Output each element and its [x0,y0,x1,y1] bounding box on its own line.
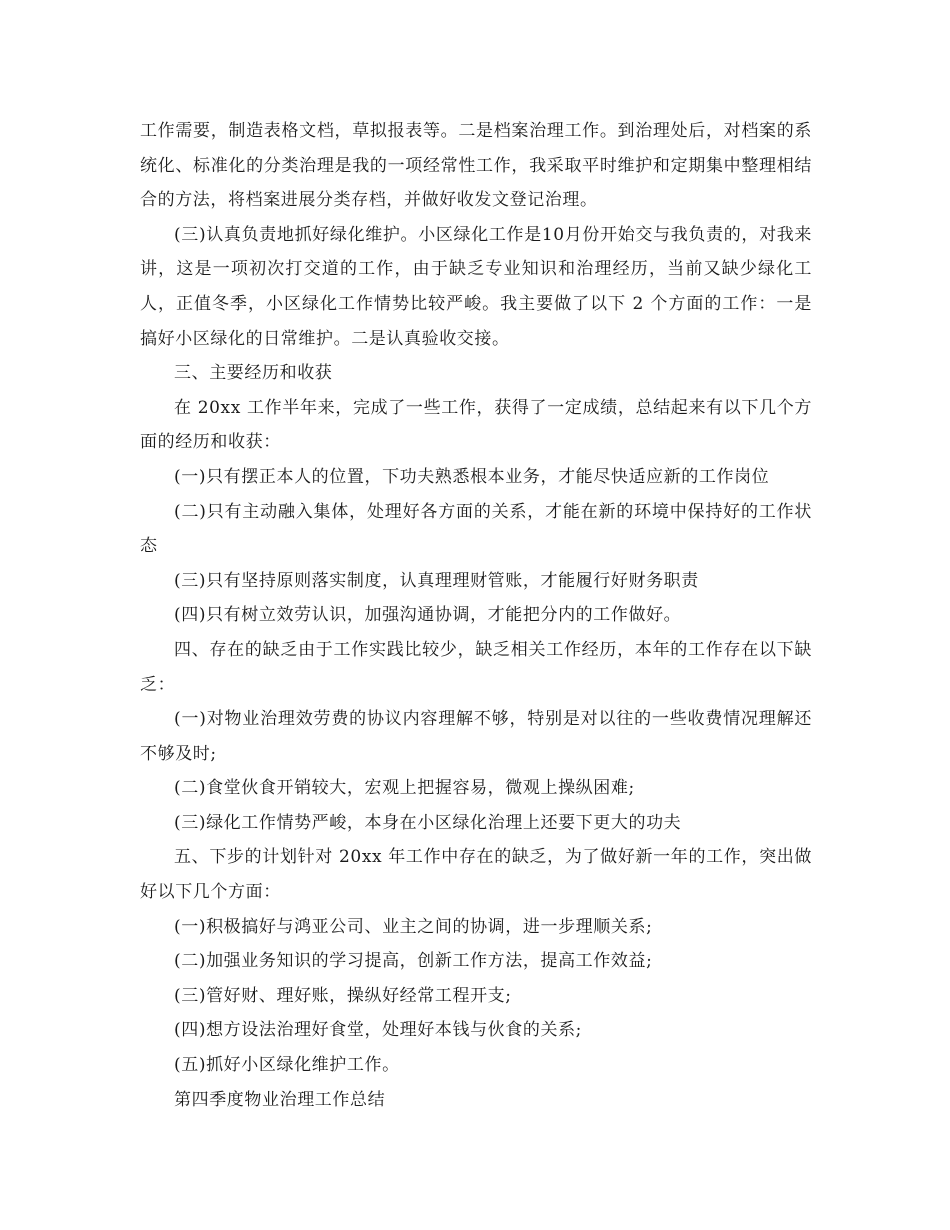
list-item-experience-1: (一)只有摆正本人的位置，下功夫熟悉根本业务，才能尽快适应新的工作岗位 [174,466,770,487]
paragraph-plan-intro: 五、下步的计划针对 20xx 年工作中存在的缺乏，为了做好新一年的工作，突出做好以下几个方面： [140,847,812,903]
section-heading-experience: 三、主要经历和收获 [174,363,333,384]
paragraph-archive-management: 工作需要，制造表格文档，草拟报表等。二是档案治理工作。到治理处后，对档案的系统化、标准化的分类治理是我的一项经常性工作，我采取平时维护和定期集中整理相结合的方法，将档案进展分类存档，并做好收发文登记治理。 [140,121,812,211]
paragraph-shortcomings-intro: 四、存在的缺乏由于工作实践比较少，缺乏相关工作经历，本年的工作存在以下缺乏： [140,639,812,695]
list-item-experience-2: (二)只有主动融入集体，处理好各方面的关系，才能在新的环境中保持好的工作状态 [140,501,812,557]
list-item-experience-4: (四)只有树立效劳认识，加强沟通协调，才能把分内的工作做好。 [174,605,682,626]
list-item-experience-3: (三)只有坚持原则落实制度，认真理理财管账，才能履行好财务职责 [174,570,699,591]
list-item-plan-4: (四)想方设法治理好食堂，处理好本钱与伙食的关系; [174,1020,582,1041]
list-item-plan-5: (五)抓好小区绿化维护工作。 [174,1055,400,1076]
list-item-plan-3: (三)管好财、理好账，操纵好经常工程开支; [174,985,512,1006]
document-body [140,114,812,1117]
list-item-shortcoming-2: (二)食堂伙食开销较大，宏观上把握容易，微观上操纵困难; [174,778,635,799]
list-item-plan-2: (二)加强业务知识的学习提高，创新工作方法，提高工作效益; [174,951,653,972]
paragraph-experience-intro: 在 20xx 工作半年来，完成了一些工作，获得了一定成绩，总结起来有以下几个方面的经历和收获： [140,397,812,453]
list-item-plan-1: (一)积极搞好与鸿亚公司、业主之间的协调，进一步理顺关系; [174,916,653,937]
next-document-title: 第四季度物业治理工作总结 [174,1089,386,1110]
list-item-shortcoming-1: (一)对物业治理效劳费的协议内容理解不够，特别是对以往的一些收费情况理解还不够及时; [140,709,812,764]
list-item-shortcoming-3: (三)绿化工作情势严峻，本身在小区绿化治理上还要下更大的功夫 [174,812,682,833]
paragraph-greening-maintenance: (三)认真负责地抓好绿化维护。小区绿化工作是10月份开始交与我负责的，对我来讲，这是一项初次打交道的工作，由于缺乏专业知识和治理经历，当前又缺少绿化工人，正值冬季，小区绿化工作情势比较严峻。我主要做了以下 2 个方面的工作：一是搞好小区绿化的日常维护。二是认真验收交接。 [140,224,812,349]
